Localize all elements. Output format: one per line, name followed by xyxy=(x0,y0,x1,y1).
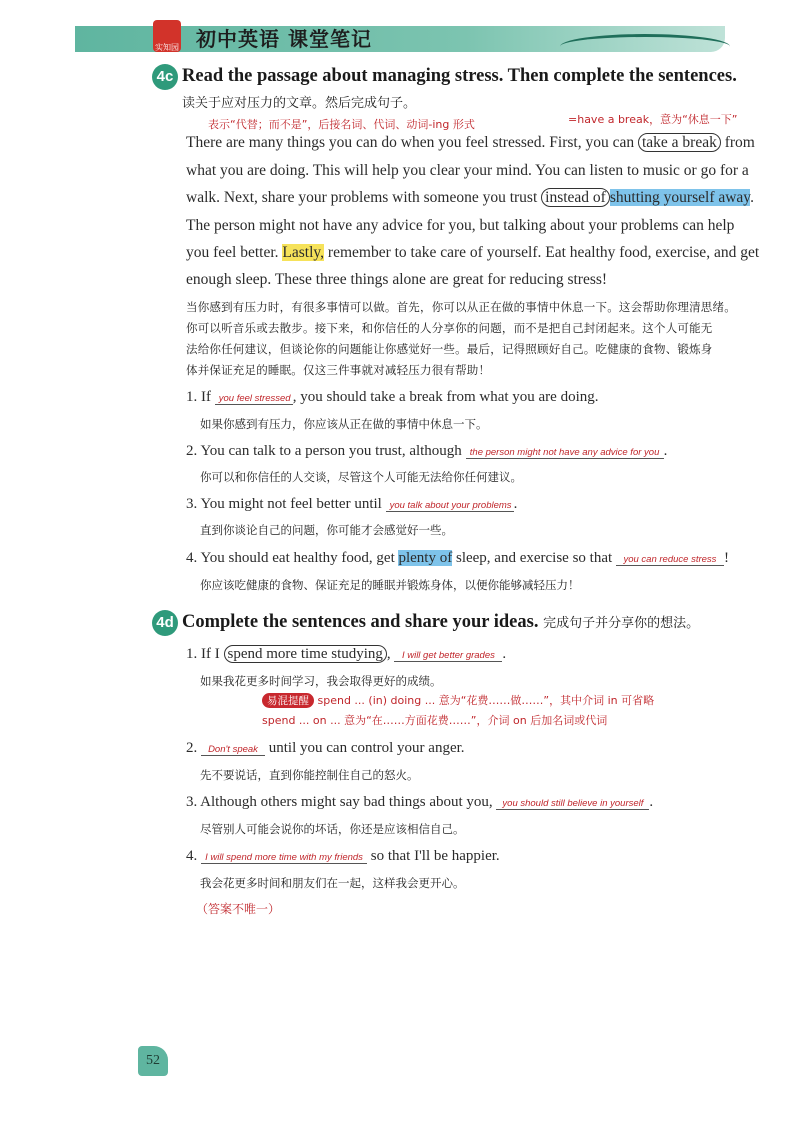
passage-text: There are many things you can do when you feel stressed. First, you can xyxy=(186,134,638,151)
translation-line: 法给你任何建议，但谈论你的问题能让你感觉好一些。最后，记得照顾好自己。吃健康的食物、锻炼身 xyxy=(186,342,713,356)
question-text: so that I'll be happier. xyxy=(367,848,500,864)
section-badge-4d: 4d xyxy=(152,610,178,636)
question-4d-1: 1. If I spend more time studying , I will get better grades . xyxy=(186,646,507,662)
question-text: 2. You can talk to a person you trust, although xyxy=(186,443,466,459)
question-text: 4. You should eat healthy food, get xyxy=(186,550,399,566)
question-text: ! xyxy=(723,550,729,566)
circled-phrase: instead of xyxy=(541,188,610,207)
header-decoration xyxy=(560,34,730,59)
passage-line-2: what you are doing. This will help you clear your mind. You can listen to music or go for a xyxy=(186,162,749,179)
answer-blank: I will spend more time with my friends xyxy=(201,852,367,864)
answer-blank: you can reduce stress xyxy=(616,554,724,566)
translation-line: 当你感到有压力时，有很多事情可以做。首先，你可以从正在做的事情中休息一下。这会帮助你理清思绪。 xyxy=(186,300,736,314)
circled-phrase: take a break xyxy=(638,133,721,152)
question-text: sleep, and exercise so that xyxy=(452,550,616,566)
page-header-title: 初中英语 课堂笔记 xyxy=(196,27,372,51)
tip-note-line-2: spend ... on ... 意为“在……方面花费……”，介词 on 后加名词或代词 xyxy=(262,714,608,727)
question-4d-3 xyxy=(186,794,653,811)
question-text: 3. You might not feel better until xyxy=(186,496,386,512)
circled-phrase: spend more time studying xyxy=(224,645,387,663)
section-4d-subtitle: 完成句子并分享你的想法。 xyxy=(543,616,700,631)
question-4c-3-translation: 直到你谈论自己的问题，你可能才会感觉好一些。 xyxy=(200,523,453,537)
question-4c-4-translation: 你应该吃健康的食物、保证充足的睡眠并锻炼身体，以便你能够减轻压力！ xyxy=(200,578,580,592)
logo-text: 实知园 xyxy=(155,43,179,52)
question-4d-1-translation: 如果我花更多时间学习，我会取得更好的成绩。 xyxy=(200,674,442,688)
answer-blank: the person might not have any advice for you xyxy=(466,447,664,459)
book-logo-icon xyxy=(153,20,181,52)
question-4c-1 xyxy=(186,389,599,406)
section-4c-subtitle: 读关于应对压力的文章。然后完成句子。 xyxy=(182,96,417,111)
passage-text: walk. Next, share your problems with someone you trust xyxy=(186,189,542,206)
page-number: 52 xyxy=(138,1046,168,1076)
highlighted-phrase: plenty of xyxy=(398,550,453,566)
question-text: 1. If I xyxy=(186,646,224,662)
passage-text: you feel better. xyxy=(186,244,283,261)
question-text: 4. xyxy=(186,848,201,864)
answer-blank: you should still believe in yourself xyxy=(496,798,649,810)
passage-line-5 xyxy=(186,244,759,262)
question-4d-4 xyxy=(186,848,500,865)
question-text: 2. xyxy=(186,740,201,756)
question-text: . xyxy=(513,496,518,512)
section-4d-title xyxy=(182,612,699,633)
question-text: . xyxy=(663,443,668,459)
question-4c-3 xyxy=(186,496,517,513)
question-4c-2 xyxy=(186,443,667,460)
tip-text: spend ... (in) doing ... 意为“花费……做……”，其中介词 in 可省略 xyxy=(317,694,655,707)
question-text: until you can control your anger. xyxy=(265,740,465,756)
note-instead-of: 表示“代替；而不是”，后接名词、代词、动词-ing 形式 xyxy=(208,118,475,131)
answer-blank: Don't speak xyxy=(201,744,265,756)
answer-note: （答案不唯一） xyxy=(196,902,281,916)
section-badge-4c: 4c xyxy=(152,64,178,90)
section-4d-title-text: Complete the sentences and share your ideas. xyxy=(182,612,539,632)
answer-blank: I will get better grades xyxy=(394,650,502,662)
passage-line-4: The person might not have any advice for you, but talking about your problems can help xyxy=(186,217,735,234)
answer-blank: you talk about your problems xyxy=(386,500,514,512)
passage-line-1 xyxy=(186,134,755,152)
question-text: . xyxy=(502,646,507,662)
question-text: . xyxy=(649,794,654,810)
passage-line-3 xyxy=(186,189,754,207)
answer-blank: you feel stressed xyxy=(215,393,293,405)
question-4d-3-translation: 尽管别人可能会说你的坏话，你还是应该相信自己。 xyxy=(200,822,465,836)
question-4d-4-translation: 我会花更多时间和朋友们在一起，这样我会更开心。 xyxy=(200,876,465,890)
question-4c-4 xyxy=(186,550,729,567)
translation-line: 体并保证充足的睡眠。仅这三件事就对减轻压力很有帮助！ xyxy=(186,363,491,377)
section-4c-title: Read the passage about managing stress. Then complete the sentences. xyxy=(182,66,737,86)
highlighted-phrase: shutting yourself away xyxy=(609,189,751,206)
note-take-a-break: =have a break，意为“休息一下” xyxy=(568,113,738,126)
tip-note-line-1 xyxy=(262,692,654,708)
passage-text: . xyxy=(750,189,754,206)
translation-line: 你可以听音乐或去散步。接下来，和你信任的人分享你的问题，而不是把自己封闭起来。这个人可能无 xyxy=(186,321,713,335)
tip-label: 易混提醒 xyxy=(262,693,314,708)
question-text: , you should take a break from what you are doing. xyxy=(292,389,599,405)
question-4d-2 xyxy=(186,740,465,757)
highlighted-phrase: Lastly, xyxy=(282,244,325,261)
question-4c-2-translation: 你可以和你信任的人交谈，尽管这个人可能无法给你任何建议。 xyxy=(200,470,522,484)
passage-line-6: enough sleep. These three things alone are great for reducing stress! xyxy=(186,271,608,288)
question-text: 3. Although others might say bad things about you, xyxy=(186,794,497,810)
question-text: 1. If xyxy=(186,389,215,405)
passage-text: remember to take care of yourself. Eat healthy food, exercise, and get xyxy=(324,244,760,261)
question-4c-1-translation: 如果你感到有压力，你应该从正在做的事情中休息一下。 xyxy=(200,417,488,431)
question-4d-2-translation: 先不要说话，直到你能控制住自己的怒火。 xyxy=(200,768,419,782)
passage-text: from xyxy=(720,134,755,151)
